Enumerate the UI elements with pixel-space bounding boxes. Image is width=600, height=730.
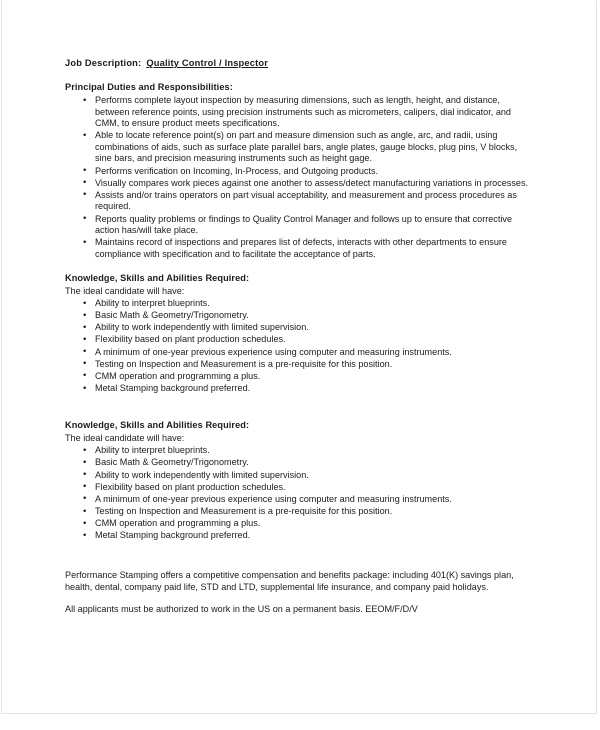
list-item: • Reports quality problems or findings to Quality Control Manager and follows up to ensure that corrective action has/will take place.	[65, 214, 533, 237]
knowledge-heading-1: Knowledge, Skills and Abilities Required:	[65, 272, 250, 283]
knowledge-heading-2: Knowledge, Skills and Abilities Required:	[65, 420, 250, 431]
list-item: • Metal Stamping background preferred.	[65, 383, 533, 395]
list-item: • Performs verification on Incoming, In-Process, and Outgoing products.	[65, 166, 533, 178]
list-item: • Flexibility based on plant production schedules.	[65, 482, 533, 494]
knowledge-lead-1: The ideal candidate will have:	[65, 285, 185, 296]
list-item: • Flexibility based on plant production schedules.	[65, 334, 533, 346]
list-item: • Testing on Inspection and Measurement is a pre-requisite for this position.	[65, 359, 533, 371]
list-item: • Ability to work independently with limited supervision.	[65, 322, 533, 334]
list-item: • Ability to interpret blueprints.	[65, 445, 533, 457]
knowledge-list-1	[65, 298, 533, 395]
knowledge-lead-2: The ideal candidate will have:	[65, 433, 185, 444]
list-item: • CMM operation and programming a plus.	[65, 371, 533, 383]
spacer	[65, 542, 533, 570]
list-item: • Basic Math & Geometry/Trigonometry.	[65, 457, 533, 469]
knowledge-list-2	[65, 445, 533, 542]
list-item: • CMM operation and programming a plus.	[65, 518, 533, 530]
spacer	[65, 395, 533, 420]
job-description-label: Job Description:	[65, 58, 142, 68]
list-item: • Testing on Inspection and Measurement is a pre-requisite for this position.	[65, 506, 533, 518]
list-item: • Maintains record of inspections and prepares list of defects, interacts with other departments to ensure compliance with specification and to facilitate the acceptance of parts.	[65, 237, 533, 260]
spacer	[65, 261, 533, 273]
benefits-paragraph: Performance Stamping offers a competitive compensation and benefits package: including 401(K) savings plan, health, dental, company paid life, STD and LTD, supplemental life insurance, and company paid holidays.	[65, 570, 514, 592]
list-item: • A minimum of one-year previous experience using computer and measuring instruments.	[65, 494, 533, 506]
list-item: • Able to locate reference point(s) on part and measure dimension such as angle, arc, and radii, using combinations of aids, such as surface plate parallel bars, angle plates, gauge blocks, plug pins, V blocks, sine bars, and precision measuring instruments such as height gage.	[65, 130, 533, 165]
job-description-header	[65, 58, 533, 70]
list-item: • Ability to work independently with limited supervision.	[65, 470, 533, 482]
eeo-paragraph: All applicants must be authorized to work in the US on a permanent basis. EEOM/F/D/V	[65, 604, 418, 615]
duties-heading: Principal Duties and Responsibilities:	[65, 82, 233, 93]
list-item: • Visually compares work pieces against one another to assess/detect manufacturing variations in processes.	[65, 178, 533, 190]
list-item: • Assists and/or trains operators on part visual acceptability, and measurement and process procedures as required.	[65, 190, 533, 213]
document-body	[65, 58, 533, 616]
list-item: • A minimum of one-year previous experience using computer and measuring instruments.	[65, 347, 533, 359]
list-item: • Basic Math & Geometry/Trigonometry.	[65, 310, 533, 322]
spacer	[65, 593, 533, 604]
list-item: • Metal Stamping background preferred.	[65, 530, 533, 542]
job-title-value: Quality Control / Inspector	[146, 58, 269, 68]
duties-list	[65, 95, 533, 260]
list-item: • Performs complete layout inspection by measuring dimensions, such as length, height, and distance, between reference points, using precision instruments such as micrometers, calipers, dial indicator, and CMM, to ensure product meets specifications.	[65, 95, 533, 130]
list-item: • Ability to interpret blueprints.	[65, 298, 533, 310]
